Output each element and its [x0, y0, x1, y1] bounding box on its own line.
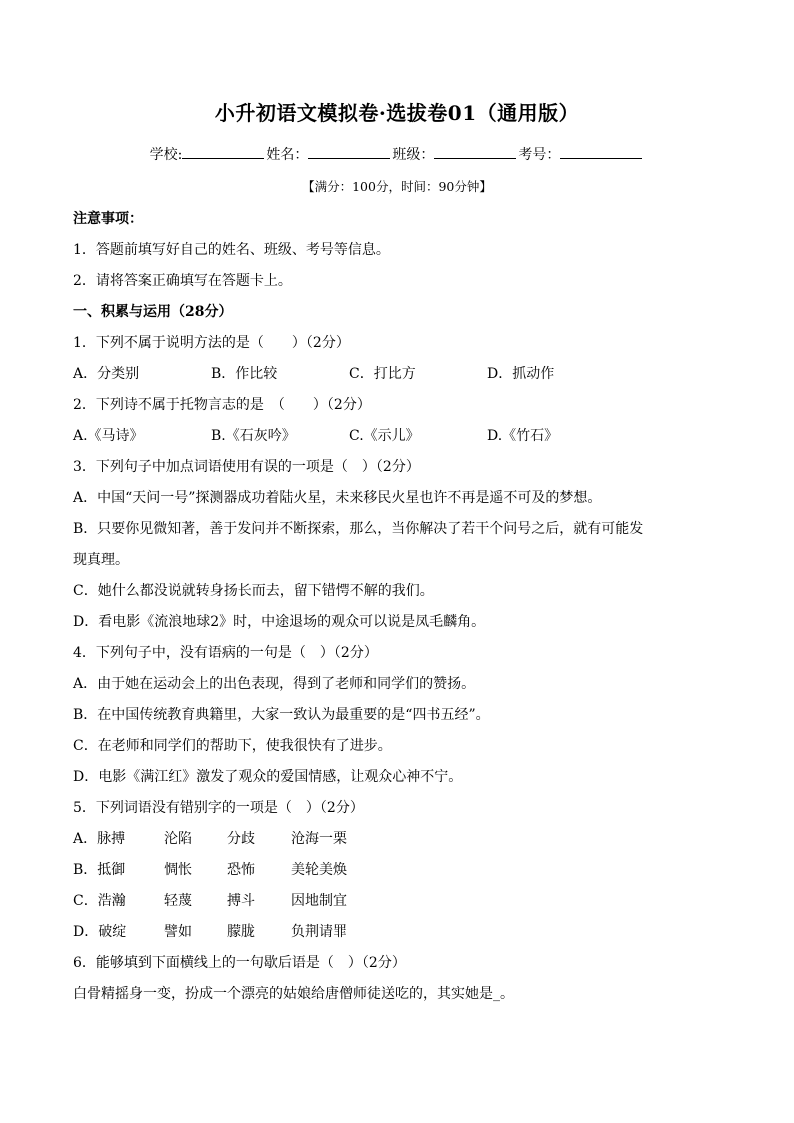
- school-blank[interactable]: [182, 143, 264, 159]
- q4-option-d: D．电影《满江红》激发了观众的爱国情感，让观众心神不宁。: [73, 769, 463, 785]
- q5-a-word-4: 沧海一栗: [291, 831, 347, 847]
- q5-stem: 5．下列词语没有错别字的一项是（ ）（2分）: [73, 800, 364, 816]
- q1-option-d: D．抓动作: [487, 366, 555, 382]
- q4-stem: 4．下列句子中，没有语病的一句是（ ）（2分）: [73, 645, 378, 661]
- q5-c-word-1: C．浩瀚: [73, 893, 126, 909]
- q5-c-word-4: 因地制宜: [291, 893, 347, 909]
- q5-c-word-2: 轻蔑: [164, 893, 192, 909]
- q1-option-b: B．作比较: [211, 366, 278, 382]
- exam-no-label: 考号：: [518, 147, 561, 163]
- q4-option-a: A．由于她在运动会上的出色表现，得到了老师和同学们的赞扬。: [73, 676, 476, 692]
- school-label: 学校:: [149, 147, 183, 163]
- q4-option-c: C．在老师和同学们的帮助下，使我很快有了进步。: [73, 738, 392, 754]
- notes-item-1: 1．答题前填写好自己的姓名、班级、考号等信息。: [73, 242, 390, 258]
- q3-option-d: D．看电影《流浪地球2》时，中途退场的观众可以说是凤毛麟角。: [73, 614, 486, 630]
- class-label: 班级：: [392, 147, 435, 163]
- q5-d-word-3: 朦胧: [227, 924, 255, 940]
- q4-option-b: B．在中国传统教育典籍里，大家一致认为最重要的是“四书五经”。: [73, 707, 490, 723]
- q5-d-word-4: 负荆请罪: [291, 924, 347, 940]
- q2-option-a: A.《马诗》: [73, 428, 144, 444]
- q3-option-c: C．她什么都没说就转身扬长而去，留下错愕不解的我们。: [73, 583, 434, 599]
- notes-heading: 注意事项：: [73, 211, 143, 227]
- q6-stem: 6．能够填到下面横线上的一句歇后语是（ ）（2分）: [73, 955, 406, 971]
- q1-stem: 1．下列不属于说明方法的是（ ）（2分）: [73, 335, 350, 351]
- name-label: 姓名：: [266, 147, 309, 163]
- page-title: 小升初语文模拟卷·选拔卷01（通用版）: [214, 101, 580, 125]
- notes-item-2: 2．请将答案正确填写在答题卡上。: [73, 273, 292, 289]
- q5-a-word-1: A．脉搏: [73, 831, 126, 847]
- q5-b-word-4: 美轮美焕: [291, 862, 347, 878]
- q5-a-word-2: 沦陷: [164, 831, 192, 847]
- q5-d-word-2: 譬如: [164, 924, 192, 940]
- q3-option-a: A．中国“天问一号”探测器成功着陆火星，未来移民火星也许不再是遥不可及的梦想。: [73, 490, 602, 506]
- exam-no-blank[interactable]: [560, 143, 642, 159]
- q5-b-word-2: 惆怅: [164, 862, 192, 878]
- section-heading: 一、积累与运用（28分）: [73, 304, 233, 320]
- score-time-note: 【满分：100分，时间：90分钟】: [302, 179, 492, 194]
- q5-b-word-1: B．抵御: [73, 862, 126, 878]
- q3-stem: 3．下列句子中加点词语使用有误的一项是（ ）（2分）: [73, 459, 420, 475]
- q5-b-word-3: 恐怖: [227, 862, 255, 878]
- q2-option-b: B.《石灰吟》: [211, 428, 296, 444]
- student-info-row: [0, 143, 794, 164]
- q2-option-c: C.《示儿》: [349, 428, 420, 444]
- class-blank[interactable]: [434, 143, 516, 159]
- q5-d-word-1: D．破绽: [73, 924, 127, 940]
- q6-text: 白骨精摇身一变，扮成一个漂亮的姑娘给唐僧师徒送吃的，其实她是_。: [73, 986, 514, 1002]
- q1-option-a: A．分类别: [73, 366, 140, 382]
- q2-stem: 2．下列诗不属于托物言志的是 （ ）（2分）: [73, 397, 371, 413]
- q5-c-word-3: 搏斗: [227, 893, 255, 909]
- q1-option-c: C．打比方: [349, 366, 416, 382]
- q5-a-word-3: 分歧: [227, 831, 255, 847]
- name-blank[interactable]: [308, 143, 390, 159]
- q2-option-d: D.《竹石》: [487, 428, 559, 444]
- q3-option-b-line2: 现真理。: [73, 552, 129, 568]
- q3-option-b-line1: B．只要你见微知著，善于发问并不断探索，那么，当你解决了若干个问号之后，就有可能发: [73, 521, 644, 537]
